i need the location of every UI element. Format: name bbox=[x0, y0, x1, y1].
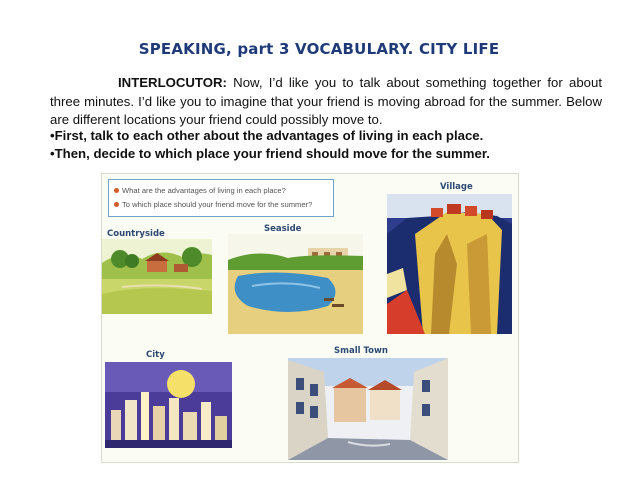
countryside-picture bbox=[102, 239, 212, 314]
city-picture bbox=[105, 362, 232, 448]
countryside-label: Countryside bbox=[107, 229, 165, 239]
village-picture bbox=[387, 194, 512, 334]
question-item bbox=[114, 186, 286, 195]
small-town-picture bbox=[288, 358, 448, 460]
small-town-label: Small Town bbox=[334, 346, 388, 356]
bullet-dot-icon bbox=[114, 202, 119, 207]
locations-illustration bbox=[101, 173, 519, 463]
question-text: To which place should your friend move for the summer? bbox=[122, 200, 313, 209]
city-label: City bbox=[146, 350, 165, 360]
village-label: Village bbox=[440, 182, 473, 192]
seaside-picture bbox=[228, 234, 363, 334]
question-text: What are the advantages of living in each place? bbox=[122, 186, 286, 195]
instruction-bullet-then: •Then, decide to which place your friend should move for the summer. bbox=[50, 146, 490, 161]
instruction-bullet-first: •First, talk to each other about the advantages of living in each place. bbox=[50, 128, 484, 143]
seaside-label: Seaside bbox=[264, 224, 302, 234]
page-title: SPEAKING, part 3 VOCABULARY. CITY LIFE bbox=[138, 40, 500, 58]
interlocutor-paragraph bbox=[50, 74, 602, 130]
interlocutor-label: INTERLOCUTOR: bbox=[118, 75, 227, 90]
question-item bbox=[114, 200, 312, 209]
question-box bbox=[108, 179, 334, 217]
interlocutor-text: Now, I’d like you to talk about something together for about three minutes. I’d like you to imagine that your friend is moving abroad for the summer. Below are different locations your friend could possibly move to. bbox=[50, 75, 602, 127]
bullet-dot-icon bbox=[114, 188, 119, 193]
